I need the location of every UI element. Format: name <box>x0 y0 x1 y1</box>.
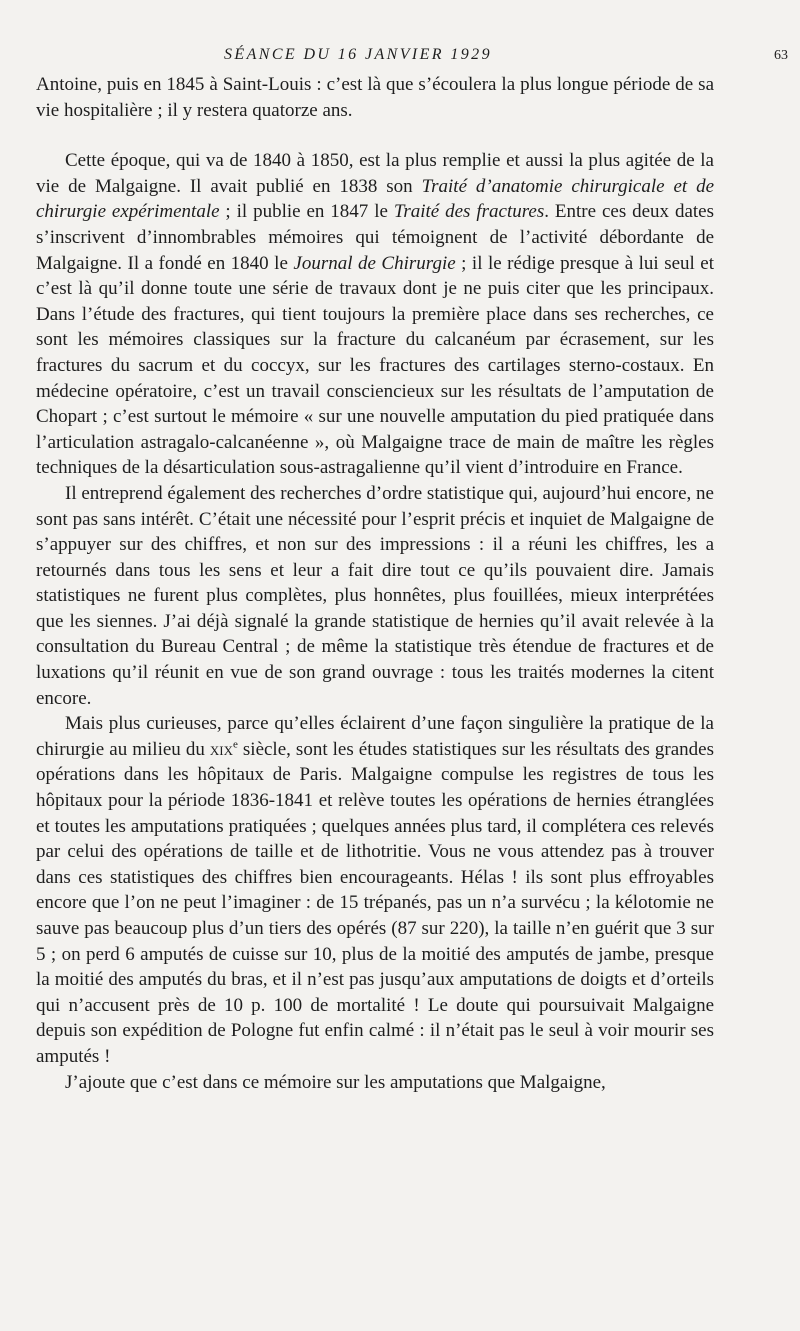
century-numeral: xix <box>209 738 233 760</box>
paragraph-3-text: Il entreprend également des recherches d’ordre statistique qui, aujourd’hui encore, ne sont pas sans intérêt. C’était une nécessité pour l’esprit précis et inquiet de Malgaigne de s’appuyer sur des chiffres, et non sur des impressions : il a réuni les chiffres, les a retournés dans tous les sens et leur a fait dire tout ce qu’ils pouvaient dire. Jamais statistiques ne furent plus complètes, plus honnêtes, plus fouillées, mieux interprétées que les siennes. J’ai déjà signalé la grande statistique de hernies qu’il avait relevée à la consultation du Bureau Central ; de même la statistique très étendue de fractures et de luxations qu’il réunit en vue de son grand ouvrage : tous les traités modernes la citent encore. <box>36 482 714 709</box>
paragraph-2-text-b: ; il publie en 1847 le <box>219 201 394 223</box>
page-header <box>36 44 788 72</box>
book-title-traite-fractures: Traité des fractures <box>393 201 545 223</box>
paragraph-2-text-a: Cette époque, qui va de 1840 à 1850, est la plus remplie et aussi la plus agitée de la vie de Malgaigne. Il avait publié en 1838 son <box>36 150 714 197</box>
book-title-traite-anatomie: Traité d’anatomie chirurgicale et de chirurgie expérimentale <box>36 175 714 223</box>
paragraph-2-text-d: ; il le rédige presque à lui seul et c’est là qu’il donne toute une série de travaux dont je ne puis citer que les principaux. Dans l’étude des fractures, qui tient toujours la première place dans ses recherches, ce sont les mémoires classiques sur la fracture du calcanéum par écrasement, sur les fractures du sacrum et du coccyx, sur les fractures des cartilages sterno-costaux. En médecine opératoire, c’est un travail consciencieux sur les résultats de l’amputation de Chopart ; c’est surtout le mémoire « sur une nouvelle amputation du pied pratiquée dans l’articulation astragalo-calcanéenne », où Malgaigne trace de main de maître les règles techniques de la désarticulation sous-astragalienne qu’il vient d’introduire en France. <box>36 252 715 479</box>
paragraph-2-text-c: . Entre ces deux dates s’inscrivent d’innombrables mémoires qui témoignent de l’activité débordante de Malgaigne. Il a fondé en 1840 le <box>36 201 714 274</box>
body-text <box>36 72 714 1095</box>
running-title: SÉANCE DU 16 JANVIER 1929 <box>224 46 492 63</box>
paragraph-5-text: J’ajoute que c’est dans ce mémoire sur les amputations que Malgaigne, <box>65 1071 606 1093</box>
paragraph-3 <box>36 481 714 711</box>
century-superscript: e <box>232 738 238 751</box>
paragraph-1 <box>36 72 714 123</box>
paragraph-4-text-a: Mais plus curieuses, parce qu’elles éclairent d’une façon singulière la pratique de la chirurgie au milieu du <box>36 713 714 760</box>
paragraph-1-text: Antoine, puis en 1845 à Saint-Louis : c’est là que s’écoulera la plus longue période de sa vie hospitalière ; il y restera quatorze ans. <box>36 74 714 121</box>
page-number: 63 <box>774 48 788 63</box>
paragraph-2 <box>36 148 714 481</box>
journal-title: Journal de Chirurgie <box>293 252 456 274</box>
paragraph-5 <box>36 1070 714 1096</box>
paragraph-4 <box>36 711 714 1069</box>
paragraph-4-text-b: siècle, sont les études statistiques sur les résultats des grandes opérations dans les hôpitaux de Paris. Malgaigne compulse les registres de tous les hôpitaux pour la période 1836-1841 et relève toutes les opérations de hernies étranglées et toutes les amputations pratiquées ; quelques années plus tard, il complétera ces relevés par celui des opérations de taille et de lithotritie. Vous ne vous attendez pas à trouver dans ces statistiques des chiffres bien encourageants. Hélas ! ils sont plus effroyables encore que l’on ne peut l’imaginer : de 15 trépanés, pas un n’a survécu ; la kélotomie ne sauve pas beaucoup plus d’un tiers des opérés (87 sur 220), la taille n’en guérit que 3 sur 5 ; on perd 6 amputés de cuisse sur 10, plus de la moitié des amputés de jambe, presque la moitié des amputés du bras, et il n’est pas jusqu’aux amputations de doigts et d’orteils qui n’accusent près de 10 p. 100 de mortalité ! Le doute qui poursuivait Malgaigne depuis son expédition de Pologne fut enfin calmé : il n’était pas le seul à voir mourir ses amputés ! <box>36 738 715 1067</box>
